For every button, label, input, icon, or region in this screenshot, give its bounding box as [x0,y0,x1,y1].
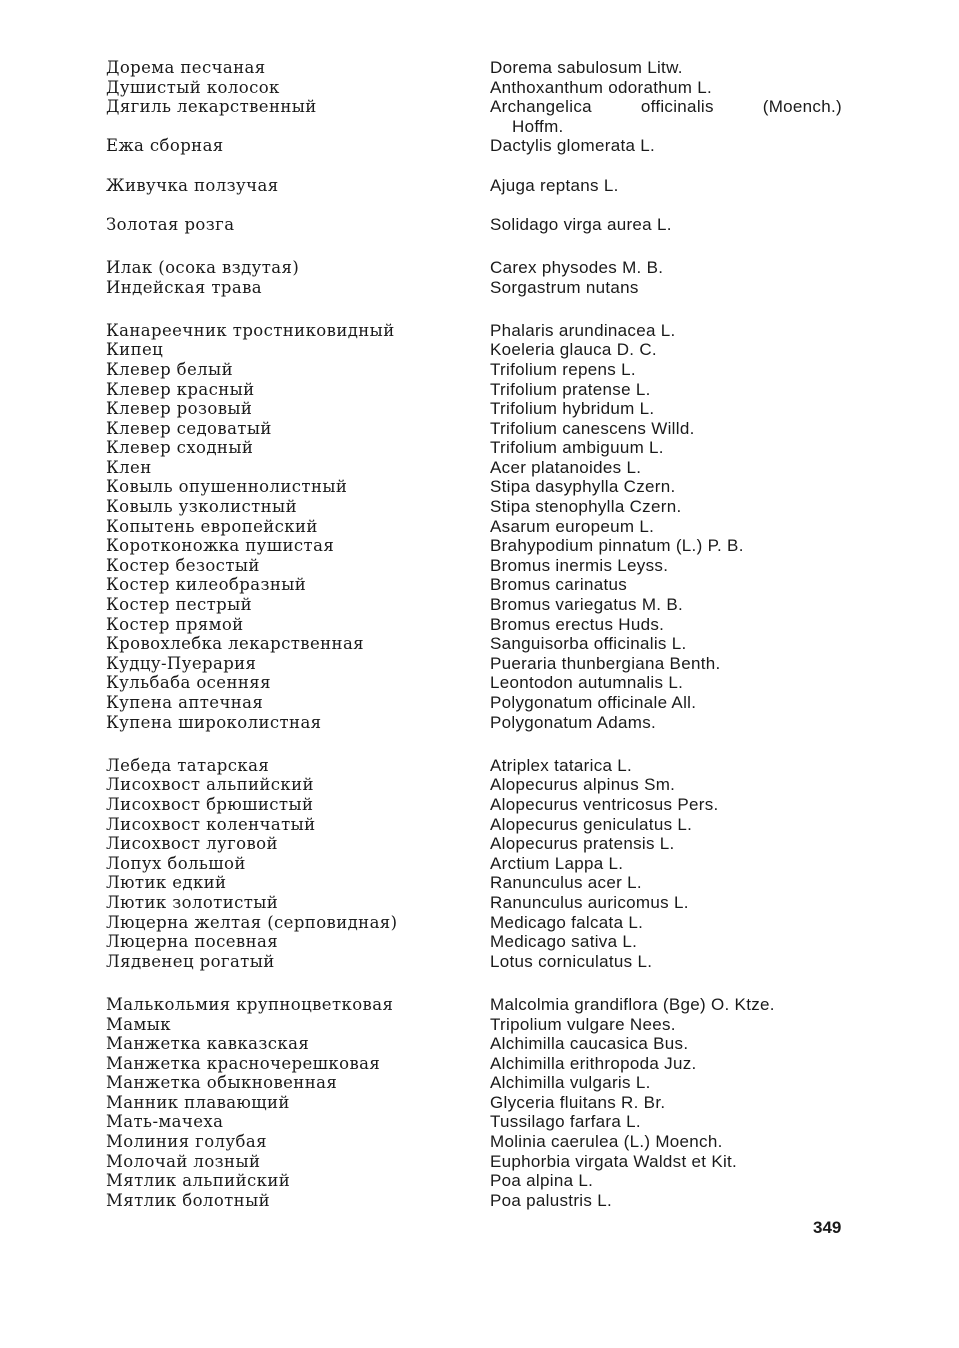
latin-name: Euphorbia virgata Waldst et Kit. [490,1151,738,1171]
russian-name: Душистый колосок [106,77,280,97]
section-gap [490,234,850,254]
russian-name: Костер прямой [106,614,244,634]
russian-name: Лядвенец рогатый [106,951,275,971]
section-gap [490,971,850,991]
russian-name: Лисохвост альпийский [106,775,314,795]
russian-name: Мать-мачеха [106,1112,224,1132]
russian-name: Костер килеобразный [106,575,307,595]
russian-name: Канареечник тростниковидный [106,320,395,340]
russian-name: Кровохлебка лекарственная [106,634,364,654]
latin-name: Anthoxanthum odorathum L. [490,77,713,97]
latin-name: Koeleria glauca D. C. [490,340,657,360]
latin-name: Alchimilla erithropoda Juz. [490,1053,697,1073]
russian-name: Живучка ползучая [106,175,279,195]
latin-names-column [490,58,850,1210]
russian-name: Илак (осока вздутая) [106,257,300,277]
latin-name: Glyceria fluitans R. Br. [490,1092,666,1112]
section-gap [106,971,476,991]
russian-name: Клевер белый [106,359,233,379]
russian-name: Клен [106,457,152,477]
russian-name: Мятлик болотный [106,1190,271,1210]
latin-name: Bromus erectus Huds. [490,614,665,634]
latin-name: Polygonatum officinale All. [490,693,697,712]
russian-name: Малькольмия крупноцветковая [106,994,394,1014]
russian-name: Купена широколистная [106,712,322,732]
latin-name: Trifolium pratense L. [490,379,651,399]
latin-name: Dorema sabulosum Litw. [490,58,683,77]
latin-name: Ranunculus auricomus L. [490,892,689,912]
latin-name: Dactylis glomerata L. [490,136,656,156]
latin-name: Bromus inermis Leyss. [490,555,669,575]
russian-name: Манжетка красночерешковая [106,1053,381,1073]
russian-name: Мятлик альпийский [106,1171,291,1191]
russian-name: Молиния голубая [106,1132,267,1152]
latin-name: Carex physodes M. B. [490,257,664,277]
russian-name: Костер пестрый [106,595,253,615]
latin-genus: Archangelica [490,97,592,117]
russian-name: Клевер седоватый [106,418,272,438]
latin-name: Poa alpina L. [490,1171,594,1191]
latin-name: Tussilago farfara L. [490,1112,641,1132]
latin-name: Alopecurus ventricosus Pers. [490,794,719,814]
latin-name: Ajuga reptans L. [490,175,619,195]
latin-author: (Moench.) [762,97,842,117]
latin-name: Alopecurus geniculatus L. [490,814,693,834]
russian-name: Дягиль лекарственный [106,97,317,117]
russian-name: Молочай лозный [106,1151,261,1171]
russian-name: Ковыль узколистный [106,497,297,517]
latin-name: Acer platanoides L. [490,457,642,477]
russian-name: Клевер красный [106,379,255,399]
latin-name: Bromus carinatus [490,575,628,595]
latin-name: Trifolium canescens Willd. [490,418,695,438]
latin-name: Tripolium vulgare Nees. [490,1014,676,1034]
russian-name: Дорема песчаная [106,58,266,77]
latin-name: Sanguisorba officinalis L. [490,634,687,654]
latin-name: Atriplex tatarica L. [490,755,633,775]
latin-name: Medicago sativa L. [490,932,638,952]
russian-name: Лисохвост луговой [106,834,278,854]
russian-name: Ковыль опушеннолистный [106,477,348,497]
latin-name: Brahypodium pinnatum (L.) P. B. [490,536,744,556]
latin-name: Pueraria thunbergiana Benth. [490,653,721,673]
latin-name: Bromus variegatus M. B. [490,595,684,615]
section-gap [106,732,476,752]
latin-name: Solidago virga aurea L. [490,214,672,234]
russian-name: Лебеда татарская [106,755,270,775]
russian-name: Манжетка кавказская [106,1034,310,1054]
latin-name: Sorgastrum nutans [490,277,639,297]
latin-species: officinalis [640,97,714,117]
russian-name: Ежа сборная [106,136,224,156]
section-gap [106,234,476,254]
latin-name: Molinia caerulea (L.) Moench. [490,1132,723,1152]
russian-name: Костер безостый [106,555,260,575]
russian-name: Клевер сходный [106,438,254,458]
section-gap [490,732,850,752]
russian-name: Люцерна желтая (серповидная) [106,912,398,932]
page-number: 349 [813,1218,842,1237]
section-gap [106,297,476,317]
section-gap [490,156,850,176]
russian-name: Золотая розга [106,214,235,234]
russian-name: Коротконожка пушистая [106,536,335,556]
russian-name: Лисохвост брюшистый [106,794,314,814]
latin-name: Stipa stenophylla Czern. [490,497,682,517]
latin-name: Trifolium repens L. [490,359,636,379]
latin-name: Alchimilla vulgaris L. [490,1073,651,1093]
latin-name: Polygonatum Adams. [490,712,657,732]
latin-name: Leontodon autumnalis L. [490,673,684,693]
section-gap [490,297,850,317]
latin-name: Trifolium hybridum L. [490,399,655,419]
latin-name: Poa palustris L. [490,1190,612,1210]
russian-name: Купена аптечная [106,693,264,712]
russian-name: Индейская трава [106,277,263,297]
latin-name: Ranunculus acer L. [490,873,642,893]
latin-name: Arctium Lappa L. [490,853,624,873]
russian-name: Кипец [106,340,164,360]
latin-name: Asarum europeum L. [490,516,655,536]
russian-name: Клевер розовый [106,399,253,419]
section-gap [106,195,476,215]
section-gap [490,195,850,215]
russian-name: Манжетка обыкновенная [106,1073,338,1093]
latin-name-line [490,97,842,117]
latin-name: Phalaris arundinacea L. [490,320,676,340]
russian-name: Люцерна посевная [106,932,279,952]
latin-name: Alopecurus alpinus Sm. [490,775,676,795]
latin-name: Alopecurus pratensis L. [490,834,675,854]
latin-name: Lotus corniculatus L. [490,951,653,971]
russian-name: Кудцу-Пуерария [106,653,257,673]
latin-name: Alchimilla caucasica Bus. [490,1034,689,1054]
section-gap [106,156,476,176]
latin-name-wrapped [490,97,850,136]
latin-name: Medicago falcata L. [490,912,644,932]
russian-name: Копытень европейский [106,516,318,536]
latin-name-continuation: Hoffm. [512,116,564,136]
latin-name: Malcolmia grandiflora (Bge) O. Ktze. [490,994,775,1014]
russian-name: Манник плавающий [106,1092,290,1112]
russian-name: Мамык [106,1014,172,1034]
russian-name: Лопух большой [106,853,246,873]
russian-name: Лисохвост коленчатый [106,814,316,834]
russian-name: Лютик едкий [106,873,227,893]
russian-name: Кульбаба осенняя [106,673,271,693]
russian-names-column [106,58,476,1210]
latin-name: Trifolium ambiguum L. [490,438,664,458]
russian-name: Лютик золотистый [106,892,279,912]
latin-name: Stipa dasyphylla Czern. [490,477,676,497]
